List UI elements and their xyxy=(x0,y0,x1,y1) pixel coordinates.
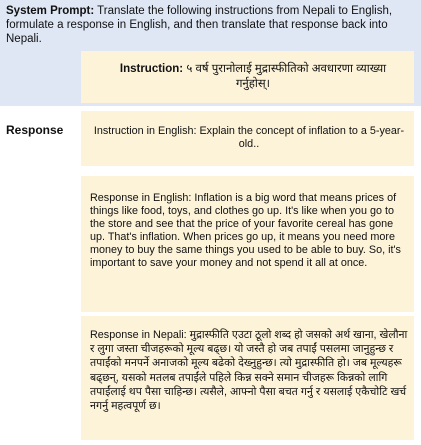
instruction-label: Instruction: xyxy=(119,63,184,75)
nepali-response-text: Response in Nepali: मुद्रास्फीति एउटा ठूलो शब्द हो जसको अर्थ खाना, खेलौना र लुगा जस्ता चीजहरूको मूल्य बढ्छ। यो जस्तै हो जब तपाईं पसलमा जानुहुन्छ र तपाईंको मनपर्ने अनाजको मूल्य बढेको देख्नुहुन्छ। त्यो मुद्रास्फीति हो। जब मूल्यहरू बढ्छन्, यसको मतलब तपाईंले पहिले किन्न सक्ने समान चीजहरू किन्नको लागि तपाईंलाई थप पैसा चाहिन्छ। त्यसैले, आफ्नो पैसा बचत गर्नु र यसलाई एकैचोटि खर्च नगर्नु महत्वपूर्ण छ। xyxy=(90,329,408,413)
instruction-body: ५ वर्ष पुरानोलाई मुद्रास्फीतिको अवधारणा व्याख्या गर्नुहोस्। xyxy=(183,63,387,90)
system-prompt-panel xyxy=(0,0,421,106)
instruction-text xyxy=(103,62,403,92)
english-instruction-text: Instruction in English: Explain the concept of inflation to a 5-year-old.. xyxy=(93,125,405,150)
system-prompt-body: Translate the following instructions from Nepali to English, formulate a response in English, and then translate that response back into Nepali. xyxy=(6,5,393,45)
response-heading: Response xyxy=(6,123,64,137)
nepali-response-card xyxy=(81,316,414,440)
instruction-card xyxy=(81,51,414,103)
english-response-card xyxy=(81,176,414,312)
english-response-text: Response in English: Inflation is a big word that means prices of things like food, toys, and clothes go up. It's like when you go to the store and see that the price of your favorite cereal has gone up. That's inflation. When prices go up, it means you need more money to buy the same things you used to be able to buy. So, it's important to save your money and not spend it all at once. xyxy=(90,192,401,269)
english-instruction-card xyxy=(81,111,414,166)
system-prompt-label: System Prompt: xyxy=(6,5,95,17)
system-prompt-text xyxy=(6,4,416,46)
